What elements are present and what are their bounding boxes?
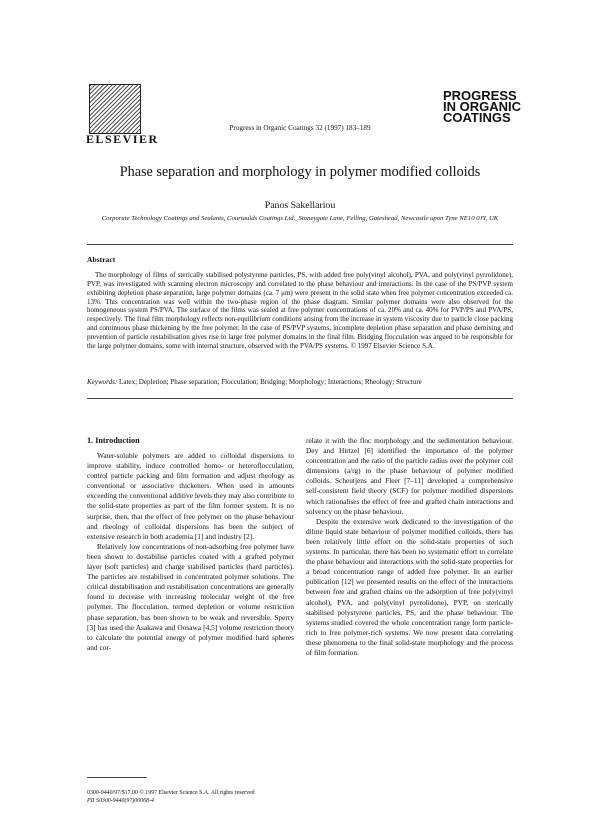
body-column-right [306, 436, 513, 658]
copyright-line: 0300-9440/97/$17.00 © 1997 Elsevier Science S.A. All rights reserved [87, 790, 255, 796]
paragraph: Despite the extensive work dedicated to the investigation of the dilute liquid state behaviour of polymer modified colloids, there has been relatively little effort on the solid-state properties of such systems. In particular, there has been no systematic effort to correlate the phase behaviour and interactions with the solid-state properties for a broad concentration range of added free polymer. In an earlier publication [12] we presented results on the effect of the interactions between free and grafted chains on the adsorption of free poly(vinyl alcohol), PVA, and poly(vinyl pyrrolidone), PVP, on sterically stabilised polystyrene particles, PS, and the phase behaviour. The systems studied covered the whole concentration range form particle-rich to free polymer-rich systems. We now present data correlating these phenomena to the final solid-state morphology and the process of film formation. [306, 516, 513, 657]
author-affiliation: Corporate Technology Coatings and Sealants, Courtaulds Coatings Ltd., Stoneygate Lane, Felling, Gateshead, Newcastle upon Tyne NE10 0JY, UK [101, 215, 499, 222]
footer-rule [87, 777, 147, 778]
journal-logo [443, 90, 533, 123]
abstract-bottom-rule [87, 398, 513, 399]
section-heading: 1. Introduction [87, 436, 140, 445]
paragraph: Water-soluble polymers are added to colloidal dispersions to improve stability, induce controlled homo- or heteroflocculation, control particle packing and film formation and adjust rheology as conventional or associative thickeners. When used in amounts exceeding the conventional additive levels they may also contribute to the solid-state properties as part of the film former system. It is no surprise, then, that the effect of free polymer on the phase behaviour and rheology of colloidal dispersions has been the subject of extensive research in both academia [1] and industry [2]. [87, 451, 294, 541]
abstract-text: The morphology of films of sterically stabilised polystyrene particles, PS, with added free poly(vinyl alcohol), PVA, and poly(vinyl pyrrolidone), PVP, was investigated with scanning electron microscopy and correlated to the phase behaviour and interactions. In the case of the PS/PVP system exhibiting depletion phase separation, large polymer domains (ca. 7 μm) were present in the solid state when free polymer concentration exceeded ca. 13%. This concentration was well within the two-phase region of the phase diagram. Similar polymer domains were also observed for the homogeneous system PS/PVA. The surface of the films was sealed at free polymer concentrations of ca. 20% and ca. 40% for PVP/PS and PVA/PS, respectively. The final film morphology reflects non-equilibrium conditions arising from the increase in system viscosity due to particle close packing and continuous phase thickening by the free polymer. In the case of PS/PVP systems, incomplete depletion phase separation and phase demixing and prevention of particle restabilisation gives rise to large free polymer domains in the final film. Bridging flocculation was argued to be responsible for the large polymer domains, some with internal structure, observed with the PVA/PS systems. © 1997 Elsevier Science S.A. [87, 271, 513, 350]
paragraph: relate it with the floc morphology and the sedimentation behaviour. Dey and Hirtzel [6] identified the importance of the polymer concentration and the ratio of the particle radius over the polymer coil dimensions (a/rg) to the phase behaviour of polymer modified colloids. Scheutjens and Fleer [7–11] developed a comprehensive self-consistent field theory (SCF) for polymer modified dispersions which rationalises the effect of free and grafted chain interactions and solvency on the phase behaviour. [306, 436, 513, 516]
publisher-name: ELSEVIER [86, 132, 159, 146]
journal-logo-line: PROGRESS [443, 88, 517, 103]
paragraph: Relatively low concentrations of non-adsorbing free polymer have been shown to destabilise particles coated with a grafted polymer layer (soft particles) and charge stabilised particles (hard particles). The particles are restabilised in concentrated polymer solutions. The critical destabilisation and restabilisation concentrations are generally found to decrease with increasing molecular weight of the free polymer. The flocculation, termed depletion or volume restriction phase separation, has been shown to be weak and reversible. Sperry [3] has used the Asakawa and Oosawa [4,5] volume restriction theory to calculate the potential energy of polymer modified hard spheres and cor- [87, 541, 294, 652]
article-title: Phase separation and morphology in polymer modified colloids [119, 164, 481, 180]
top-rule [87, 244, 513, 245]
keywords-list: Latex; Depletion; Phase separation; Flocculation; Bridging; Morphology; Interactions; Rheology; Structure [117, 378, 422, 386]
running-head: Progress in Organic Coatings 32 (1997) 183–189 [229, 124, 371, 132]
body-column-left [87, 451, 294, 653]
abstract-heading: Abstract [87, 255, 116, 264]
keywords [87, 378, 513, 386]
pii-line: PII S0300-9440(97)00068-4 [87, 798, 154, 804]
footer [87, 789, 255, 805]
keywords-label: Keywords: [87, 378, 118, 386]
journal-logo-line: COATINGS [443, 110, 511, 125]
journal-logo-line: IN ORGANIC [443, 99, 521, 114]
author-name: Panos Sakellariou [264, 200, 336, 211]
